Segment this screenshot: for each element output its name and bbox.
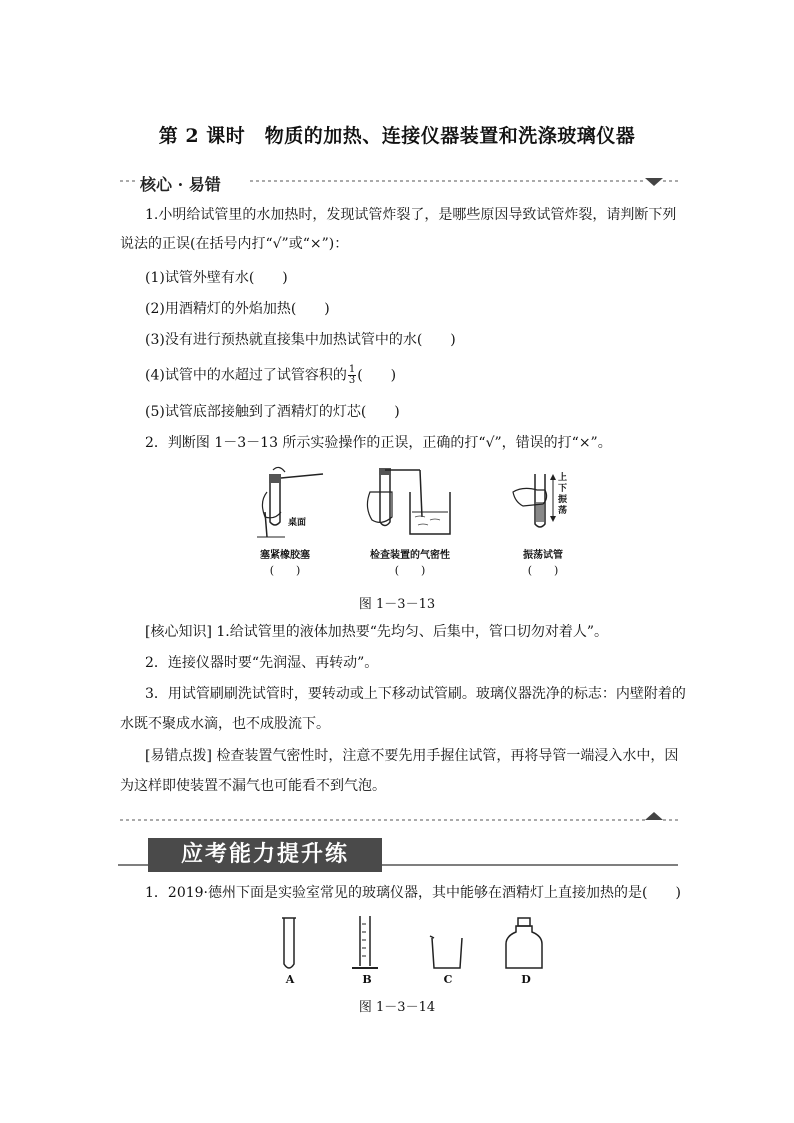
question-1-line-1: 1.小明给试管里的水加热时，发现试管炸裂了，是哪些原因导致试管炸裂，请判断下列 (145, 207, 677, 223)
figure-answer-3: ( ) (527, 564, 559, 577)
figure-glassware-illustration (270, 912, 560, 974)
figure-stopper-illustration (245, 462, 345, 542)
option-b-label: B (362, 973, 372, 986)
figure-label-1: 塞紧橡胶塞 (260, 550, 310, 561)
practice-question-1: 1．2019·德州下面是实验室常见的玻璃仪器，其中能够在酒精灯上直接加热的是( ) (145, 885, 681, 901)
item-5: (5)试管底部接触到了酒精灯的灯芯( ) (145, 404, 400, 420)
figure-caption-1: 图 1－3－13 (358, 597, 436, 612)
option-c-label: C (443, 973, 453, 986)
core-knowledge-1: [核心知识] 1.给试管里的液体加热要“先均匀、后集中，管口切勿对着人”。 (145, 624, 609, 640)
item-4-paren: ( ) (357, 367, 397, 384)
question-1-line-2: 说法的正误(在括号内打“√”或“×”)： (120, 236, 349, 252)
item-4 (145, 365, 396, 386)
figure-label-2: 检查装置的气密性 (370, 550, 450, 561)
section-end-divider (115, 808, 685, 828)
figure-inner-label-desk: 桌面 (288, 518, 307, 528)
item-1: (1)试管外壁有水( ) (145, 270, 288, 286)
fraction (348, 365, 356, 386)
error-tip-1: [易错点拨] 检查装置气密性时，注意不要先用手握住试管，再将导管一端浸入水中，因 (145, 748, 679, 764)
error-tip-2: 为这样即使装置不漏气也可能看不到气泡。 (120, 778, 386, 794)
figure-answer-1: ( ) (269, 564, 301, 577)
figure-airtightness-illustration (360, 462, 460, 542)
fraction-denominator: 3 (348, 375, 356, 386)
core-knowledge-3b: 水既不聚成水滴，也不成股流下。 (120, 716, 330, 732)
page-title: 第 2 课时 物质的加热、连接仪器装置和洗涤玻璃仪器 (158, 125, 636, 147)
item-4-text: (4)试管中的水超过了试管容积的 (145, 367, 347, 384)
option-d-label: D (521, 973, 531, 986)
question-2: 2．判断图 1－3－13 所示实验操作的正误，正确的打“√”，错误的打“×”。 (145, 435, 612, 451)
figure-shake-tube-illustration (505, 462, 595, 542)
item-3: (3)没有进行预热就直接集中加热试管中的水( ) (145, 332, 456, 348)
fraction-numerator: 1 (348, 364, 356, 375)
option-a-label: A (285, 973, 295, 986)
figure-label-3: 振荡试管 (523, 550, 563, 561)
core-knowledge-2: 2．连接仪器时要“先润湿、再转动”。 (145, 655, 379, 671)
section-heading: 核心 · 易错 (140, 175, 221, 194)
core-knowledge-3a: 3．用试管刷刷洗试管时，要转动或上下移动试管刷。玻璃仪器洗净的标志：内壁附着的 (145, 686, 686, 702)
section-banner: 应考能力提升练 (148, 838, 382, 872)
figure-caption-2: 图 1－3－14 (358, 1000, 436, 1015)
figure-answer-2: ( ) (394, 564, 426, 577)
item-2: (2)用酒精灯的外焰加热( ) (145, 301, 330, 317)
figure-inner-label-shake: 上下振荡 (558, 473, 568, 516)
